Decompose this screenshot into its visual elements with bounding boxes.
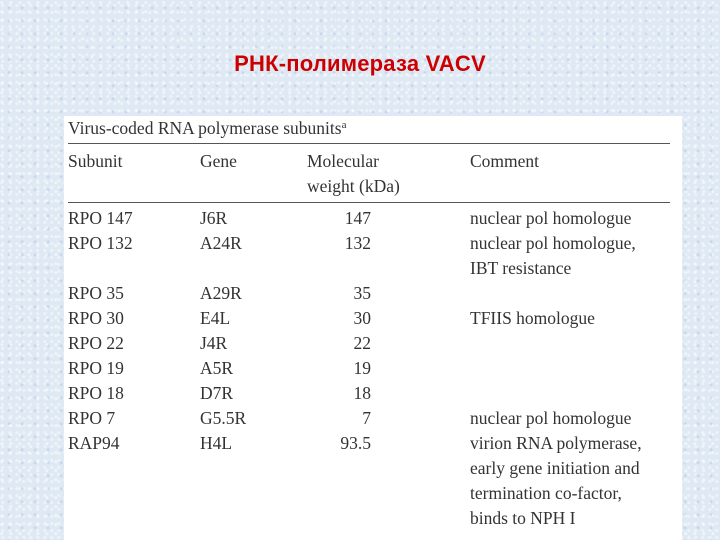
table-caption-footnote: a <box>341 119 347 131</box>
row-subunit: RPO 7 <box>68 408 116 428</box>
row-comment-line: binds to NPH I <box>470 508 576 528</box>
row-subunit: RPO 19 <box>68 358 124 378</box>
row-comment-line: nuclear pol homologue, <box>470 233 636 253</box>
row-gene: J4R <box>200 333 228 353</box>
row-gene: J6R <box>200 208 228 228</box>
row-weight: 132 <box>344 233 371 253</box>
row-gene: A29R <box>200 283 242 303</box>
slide-title: РНК-полимераза VACV <box>234 51 486 76</box>
table-header-rule <box>68 202 670 203</box>
header-subunit: Subunit <box>68 151 123 171</box>
row-comment-line: TFIIS homologue <box>470 308 595 328</box>
row-weight: 7 <box>362 408 371 428</box>
row-comment-line: nuclear pol homologue <box>470 408 632 428</box>
row-comment-line: early gene initiation and <box>470 458 640 478</box>
row-subunit: RPO 147 <box>68 208 133 228</box>
row-comment-line: virion RNA polymerase, <box>470 433 642 453</box>
header-comment: Comment <box>470 151 540 171</box>
header-weight-line2: weight (kDa) <box>307 176 400 196</box>
row-subunit: RPO 18 <box>68 383 124 403</box>
header-weight-line1: Molecular <box>307 151 379 171</box>
row-comment-line: termination co-factor, <box>470 483 622 503</box>
table-caption-text: Virus-coded RNA polymerase subunits <box>68 118 342 138</box>
row-gene: A24R <box>200 233 242 253</box>
row-weight: 18 <box>353 383 371 403</box>
header-gene: Gene <box>200 151 237 171</box>
row-weight: 35 <box>353 283 371 303</box>
row-subunit: RPO 132 <box>68 233 133 253</box>
row-weight: 30 <box>353 308 371 328</box>
row-gene: E4L <box>200 308 231 328</box>
row-subunit: RPO 35 <box>68 283 124 303</box>
row-gene: A5R <box>200 358 234 378</box>
row-weight: 147 <box>344 208 371 228</box>
row-gene: H4L <box>200 433 233 453</box>
row-subunit: RPO 22 <box>68 333 124 353</box>
row-weight: 22 <box>353 333 371 353</box>
row-comment-line: nuclear pol homologue <box>470 208 632 228</box>
row-subunit: RPO 30 <box>68 308 124 328</box>
row-subunit: RAP94 <box>68 433 120 453</box>
row-weight: 93.5 <box>340 433 371 453</box>
table-caption <box>68 118 346 139</box>
row-gene: D7R <box>200 383 234 403</box>
table-top-rule <box>68 143 670 144</box>
row-gene: G5.5R <box>200 408 247 428</box>
row-comment-line: IBT resistance <box>470 258 572 278</box>
rna-polymerase-table <box>64 116 682 540</box>
row-weight: 19 <box>353 358 371 378</box>
